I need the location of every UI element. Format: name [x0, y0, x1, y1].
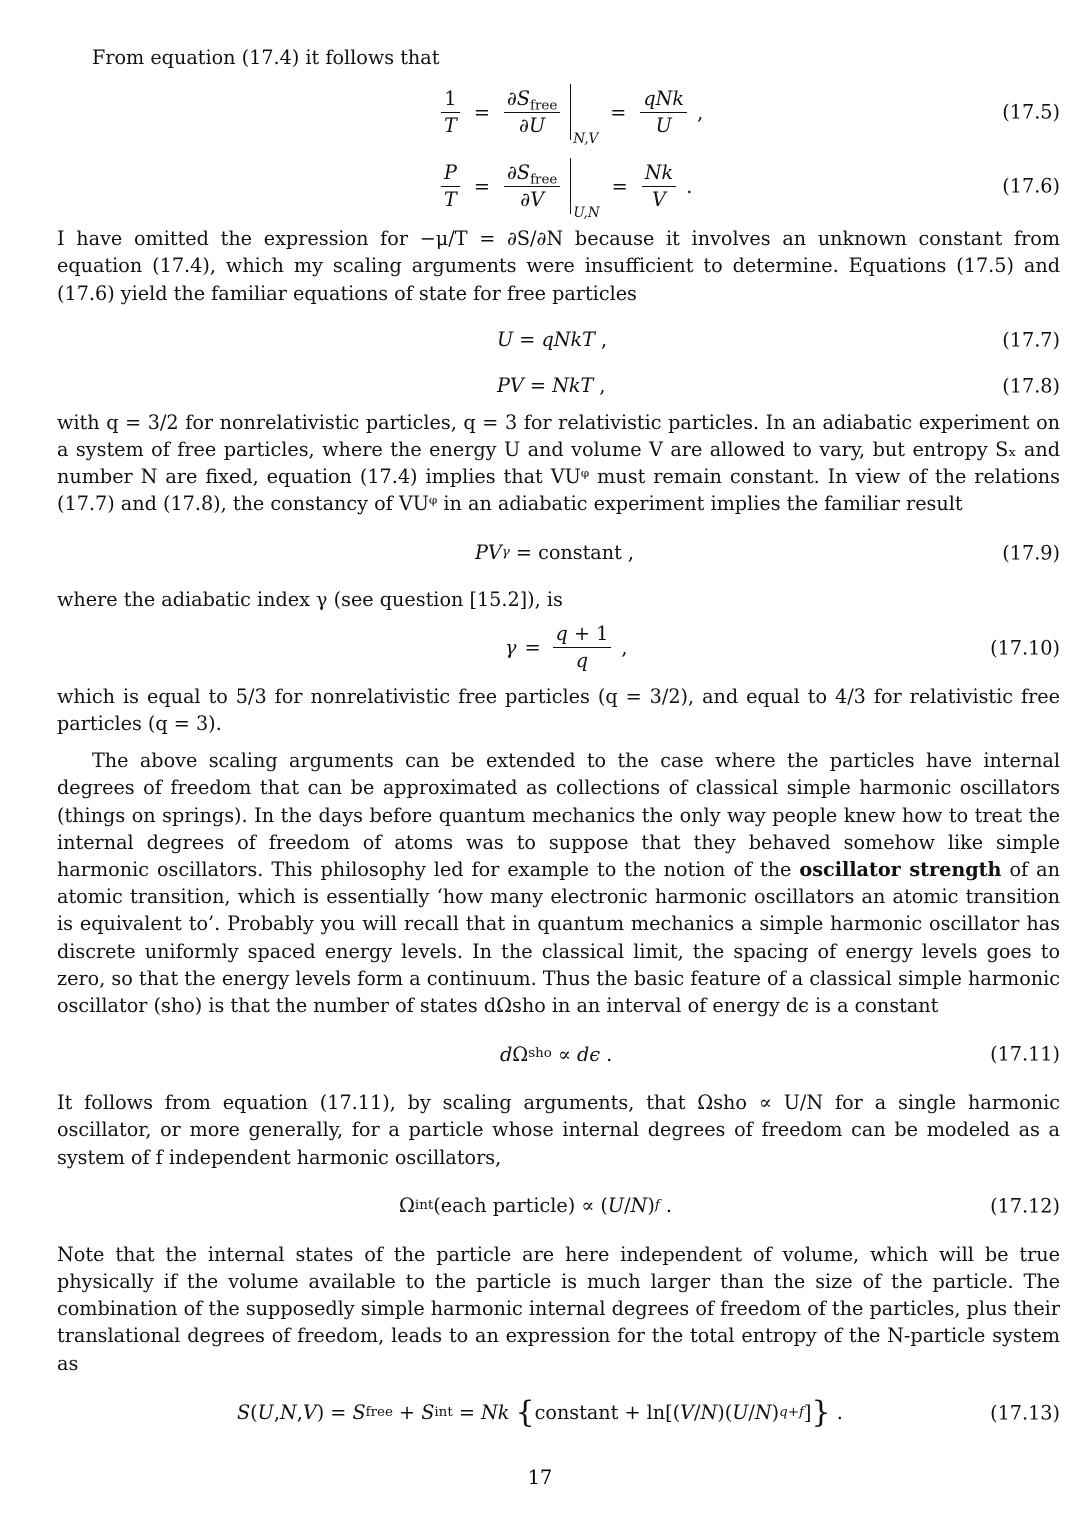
equation-17-6-body: $\frac{P}{T}$ = $\frac{\partial S_{free}}{\partial V}$ U,N = $\frac{Nk}{V}$ . [437, 158, 692, 214]
paragraph-adiabatic: with q = 3/2 for nonrelativistic particles, q = 3 for relativistic particles. In an adiabatic experiment on a system of free particles, where the energy U and volume V are allowed to vary, but entropy Sₓ and number N are fixed, equation (17.4) implies that VUᵠ must remain constant. In view of the relations (17.7) and (17.8), the constancy of VUᵠ in an adiabatic experiment implies the familiar result [57, 410, 1060, 516]
equation-number: (17.8) [1002, 374, 1060, 398]
equation-number: (17.11) [990, 1042, 1060, 1066]
page-number: 17 [527, 1466, 553, 1489]
equation-17-7: U = qNkT , (17.7) [57, 325, 1060, 355]
equation-number: (17.7) [1002, 328, 1060, 352]
equation-number: (17.9) [1002, 541, 1060, 565]
paragraph-equal: which is equal to 5/3 for nonrelativistic free particles (q = 3/2), and equal to 4/3 for relativistic free particles (q = 3). [57, 684, 1060, 736]
paragraph-oscillators-part1: The above scaling arguments can be extended to the case where the particles have internal degrees of freedom that can be approximated as collections of classical simple harmonic oscillators (things on springs). In the days before quantum mechanics the only way people knew how to treat the internal degrees of freedom of atoms was to suppose that they behaved somehow like simple harmonic oscillators. This philosophy led for example to the notion of the [57, 749, 1060, 882]
equation-number: (17.13) [990, 1401, 1060, 1425]
oscillator-strength-term: oscillator strength [799, 858, 1002, 882]
paragraph-index: where the adiabatic index γ (see question [15.2]), is [57, 587, 563, 611]
paragraph-oscillators-part2: of an atomic transition, which is essentially ‘how many electronic harmonic oscillators an atomic transition is equivalent to’. Probably you will recall that in quantum mechanics a simple harmonic oscillator has discrete uniformly spaced energy levels. In the classical limit, the spacing of energy levels goes to zero, so that the energy levels form a continuum. Thus the basic feature of a classical simple harmonic oscillator (sho) is that the number of states dΩsho in an interval of energy dϵ is a constant [57, 858, 1060, 1018]
equation-number: (17.12) [990, 1194, 1060, 1218]
equation-17-12: Ω int (each particle) ∝ ( U / N ) f . (17.12) [57, 1191, 1060, 1221]
paragraph-scaling: It follows from equation (17.11), by scaling arguments, that Ωsho ∝ U/N for a single harmonic oscillator, or more generally, for a particle whose internal degrees of freedom can be modeled as a system of f independent harmonic oscillators, [57, 1091, 1060, 1169]
equation-number: (17.10) [990, 636, 1060, 660]
equation-17-10: γ = $\frac{q + 1}{q}$ , (17.10) [505, 622, 1060, 673]
equation-17-5-body: $\frac{1}{T}$ = $\frac{\partial S_{free}}{\partial U}$ N,V = $\frac{\text{qNk}}{U}$ , [437, 84, 703, 140]
paragraph-omitted: I have omitted the expression for −μ/T = ∂S/∂N because it involves an unknown constant from equation (17.4), which my scaling arguments were insufficient to determine. Equations (17.5) and (17.6) yield the familiar equations of state for free particles [57, 227, 1060, 305]
page-content [57, 44, 1060, 1433]
equation-17-13: S ( U , N , V ) = S free + S int = Nk { constant + ln[( V / N )( U / N ) q+f ] } . (17.13) [237, 1394, 1060, 1430]
equation-number: (17.6) [1002, 174, 1060, 198]
paragraph-oscillators [57, 747, 1060, 1019]
equation-17-5 [57, 79, 1060, 148]
equation-17-6 [57, 153, 1060, 222]
equation-17-9: PV γ = constant , (17.9) [57, 538, 1060, 568]
equation-17-8: PV = NkT , (17.8) [57, 371, 1060, 401]
equation-17-11: d Ω sho ∝ dϵ . (17.11) [57, 1039, 1060, 1069]
paragraph-intro: From equation (17.4) it follows that [92, 46, 440, 69]
equation-number: (17.5) [1002, 100, 1060, 124]
paragraph-internal: Note that the internal states of the particle are here independent of volume, which will be true physically if the volume available to the particle is much larger than the size of the particle. The combination of the supposedly simple harmonic internal degrees of freedom of the particles, plus their translational degrees of freedom, leads to an expression for the total entropy of the N-particle system as [57, 1242, 1060, 1375]
